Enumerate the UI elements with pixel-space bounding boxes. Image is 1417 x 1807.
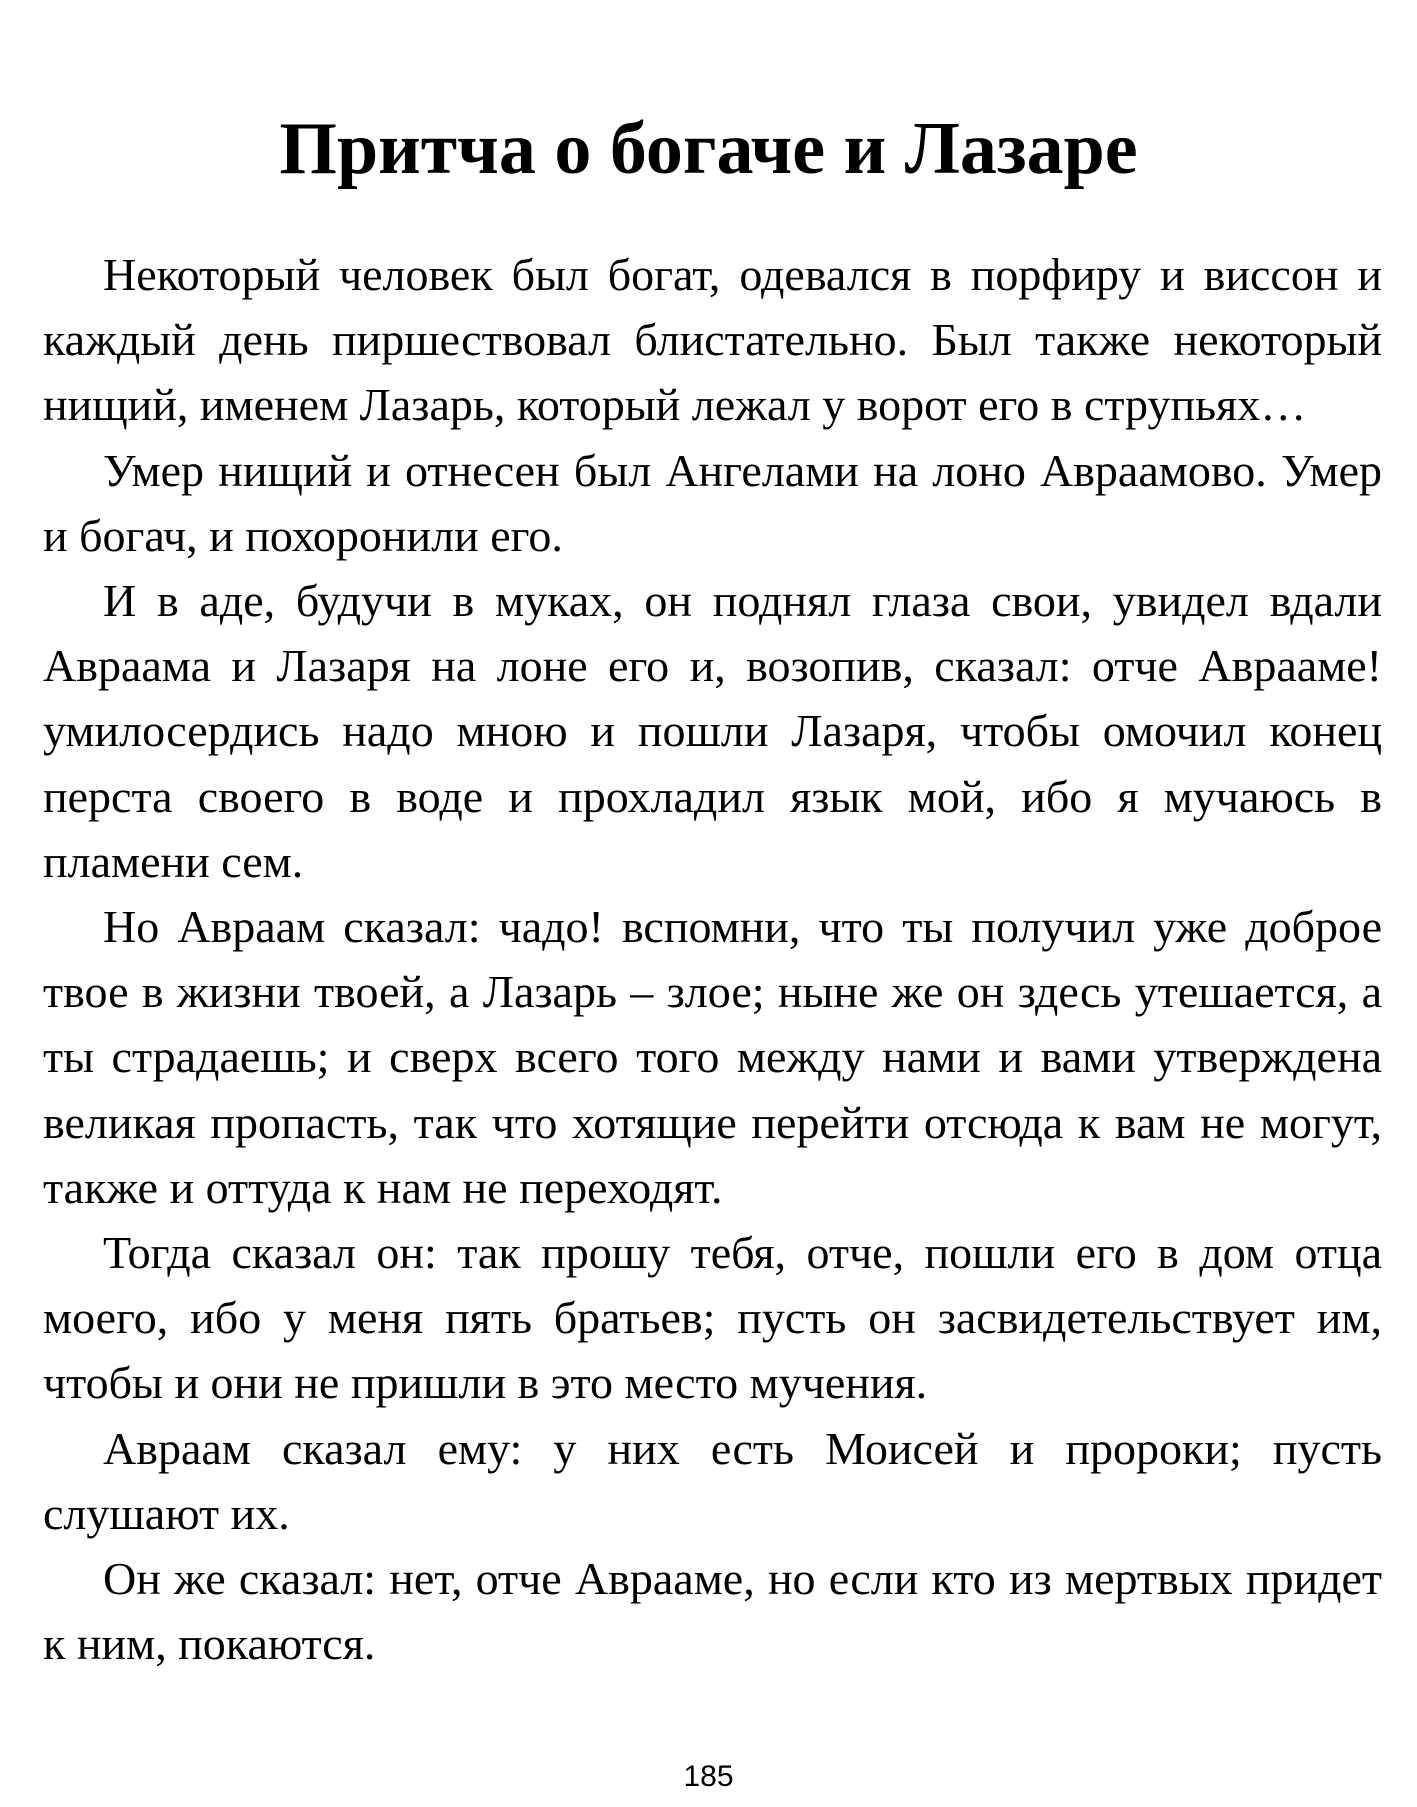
page-title: Притча о богаче и Лазаре <box>279 108 1138 190</box>
paragraph-3: И в аде, будучи в муках, он поднял глаза свои, увидел вдали Авраама и Лазаря на лоне его и, возопив, сказал: отче Аврааме! умилосердись надо мною и пошли Лазаря, чтобы омочил конец перста своего в воде и прохладил язык мой, ибо я мучаюсь в пламени сем. <box>43 575 1382 887</box>
paragraph-6: Авраам сказал ему: у них есть Моисей и пророки; пусть слушают их. <box>43 1422 1382 1539</box>
body-text <box>43 242 1382 1676</box>
paragraph-2: Умер нищий и отнесен был Ангелами на лоно Авраамово. Умер и богач, и похоронили его. <box>43 444 1382 561</box>
paragraph-5: Тогда сказал он: так прошу тебя, отче, пошли его в дом отца моего, ибо у меня пять братьев; пусть он засвидетельствует им, чтобы и они не пришли в это место мучения. <box>43 1227 1382 1409</box>
paragraph-1: Некоторый человек был богат, одевался в порфиру и виссон и каждый день пиршествовал блистательно. Был также некоторый нищий, именем Лазарь, который лежал у ворот его в струпьях… <box>43 249 1382 431</box>
paragraph-7: Он же сказал: нет, отче Аврааме, но если кто из мертвых придет к ним, покаются. <box>43 1553 1382 1670</box>
paragraph-4: Но Авраам сказал: чадо! вспомни, что ты получил уже доброе твое в жизни твоей, а Лазарь – злое; ныне же он здесь утешается, а ты страдаешь; и сверх всего того между нами и вами утверждена великая пропасть, так что хотящие перейти отсюда к вам не могут, также и оттуда к нам не переходят. <box>43 901 1382 1213</box>
page-number: 185 <box>683 1760 734 1793</box>
